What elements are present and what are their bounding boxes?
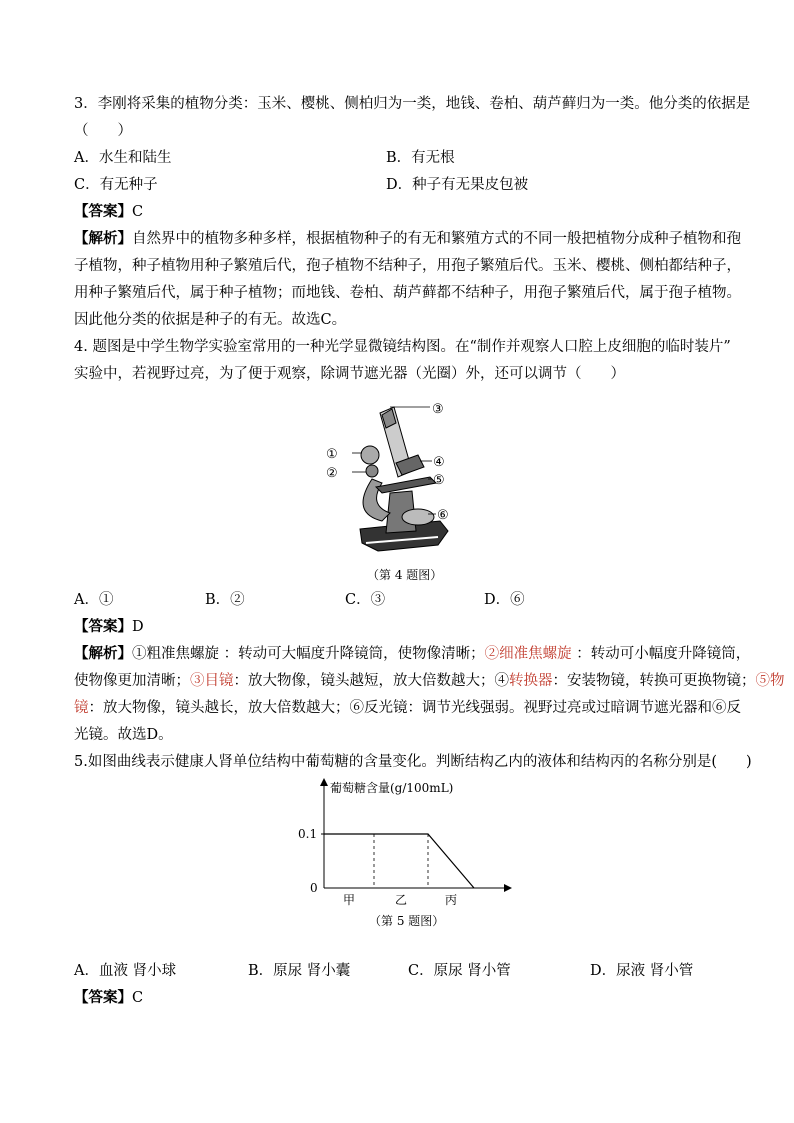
analysis-text: ：转动可小幅度升降镜筒， <box>576 646 751 662</box>
answer-tag: 【答案】 <box>74 618 132 635</box>
label-1: ① <box>326 447 338 462</box>
q3-option-d: D．种子有无果皮包被 <box>386 177 529 193</box>
glucose-chart <box>290 776 530 906</box>
answer-value: C <box>132 204 144 220</box>
label-4: ④ <box>433 455 445 470</box>
analysis-highlight: ②细准焦螺旋 <box>484 646 577 662</box>
q4-analysis-line2 <box>74 671 785 691</box>
answer-value: C <box>132 990 144 1006</box>
analysis-tag: 【解析】 <box>74 645 132 662</box>
y-tick-0: 0 <box>310 881 318 895</box>
analysis-text: ①粗准焦螺旋 ：转动可大幅度升降镜筒，使物像清晰； <box>132 646 485 662</box>
label-2: ② <box>326 466 338 481</box>
q4-stem-line2: 实验中，若视野过亮，为了便于观察，除调节遮光器（光圈）外，还可以调节（ ） <box>74 366 625 382</box>
q4-analysis-line1 <box>74 644 750 664</box>
q3-analysis-line1 <box>74 229 741 249</box>
q3-analysis-line2: 子植物，种子植物用种子繁殖后代，孢子植物不结种子，用孢子繁殖后代。玉米、樱桃、侧柏都结种子， <box>74 258 741 274</box>
q4-caption: （第 4 题图） <box>367 568 443 582</box>
q4-analysis-line3 <box>74 698 741 718</box>
x-category-label-3: 丙 <box>444 893 458 906</box>
glucose-series-line <box>324 834 474 888</box>
microscope-figure <box>320 393 480 558</box>
y-tick-0-1: 0.1 <box>298 827 318 841</box>
analysis-highlight: ⑤物 <box>755 673 785 689</box>
analysis-highlight: 镜 <box>74 700 89 716</box>
fine-knob <box>366 465 378 477</box>
q3-analysis-line3: 用种子繁殖后代，属于种子植物；而地钱、卷柏、葫芦藓都不结种子，用孢子繁殖后代，属于孢子植物。 <box>74 285 741 301</box>
analysis-tag: 【解析】 <box>74 230 132 247</box>
q5-answer <box>74 988 143 1008</box>
q4-analysis-line4: 光镜。故选D。 <box>74 727 173 743</box>
q3-stem-line1: 3．李刚将采集的植物分类：玉米、樱桃、侧柏归为一类，地钱、卷柏、葫芦藓归为一类。他分类的依据是 <box>74 96 751 112</box>
q5-option-a: A．血液 肾小球 <box>74 963 177 979</box>
analysis-highlight: ③目镜 <box>190 673 234 689</box>
q4-option-d: D．⑥ <box>484 592 525 608</box>
q5-option-c: C．原尿 肾小管 <box>408 963 511 979</box>
analysis-highlight: 转换器 <box>509 673 553 689</box>
q5-option-b: B．原尿 肾小囊 <box>248 963 351 979</box>
mirror <box>402 509 434 525</box>
q3-stem-line2: （ ） <box>74 123 132 139</box>
x-category-label-2: 乙 <box>394 893 408 906</box>
analysis-text: ：放大物像，镜头越短，放大倍数越大；④ <box>233 673 509 689</box>
analysis-text: ：安装物镜，转换可更换物镜； <box>552 673 756 689</box>
q3-answer <box>74 202 143 222</box>
q3-option-a: A．水生和陆生 <box>74 150 172 166</box>
label-3: ③ <box>432 402 444 417</box>
q3-option-b: B．有无根 <box>386 150 455 166</box>
q3-option-c: C．有无种子 <box>74 177 158 193</box>
q5-caption: （第 5 题图） <box>369 914 445 928</box>
stage <box>376 477 436 493</box>
q4-stem-line1: 4. 题图是中学生物学实验室常用的一种光学显微镜结构图。在“制作并观察人口腔上皮细胞的临时装片” <box>74 339 731 355</box>
label-5: ⑤ <box>433 473 445 488</box>
analysis-text: 使物像更加清晰； <box>74 673 190 689</box>
coarse-knob <box>361 446 379 464</box>
label-6: ⑥ <box>437 508 449 523</box>
answer-tag: 【答案】 <box>74 989 132 1006</box>
q3-analysis-line4: 因此他分类的依据是种子的有无。故选C。 <box>74 312 347 328</box>
analysis-text: 自然界中的植物多种多样，根据植物种子的有无和繁殖方式的不同一般把植物分成种子植物和孢 <box>132 231 741 247</box>
answer-value: D <box>132 619 144 635</box>
q5-stem: 5.如图曲线表示健康人肾单位结构中葡萄糖的含量变化。判断结构乙内的液体和结构丙的名称分别是( ) <box>74 754 752 770</box>
y-axis-label: 葡萄糖含量(g/100mL) <box>330 781 454 795</box>
q4-option-a: A．① <box>74 592 114 608</box>
analysis-text: ：放大物像，镜头越长，放大倍数越大；⑥反光镜：调节光线强弱。视野过亮或过暗调节遮光器和⑥反 <box>88 700 741 716</box>
q4-option-b: B．② <box>205 592 245 608</box>
answer-tag: 【答案】 <box>74 203 132 220</box>
q4-option-c: C．③ <box>345 592 386 608</box>
q5-option-d: D．尿液 肾小管 <box>590 963 694 979</box>
q4-answer <box>74 617 144 637</box>
x-category-label-1: 甲 <box>342 893 356 906</box>
